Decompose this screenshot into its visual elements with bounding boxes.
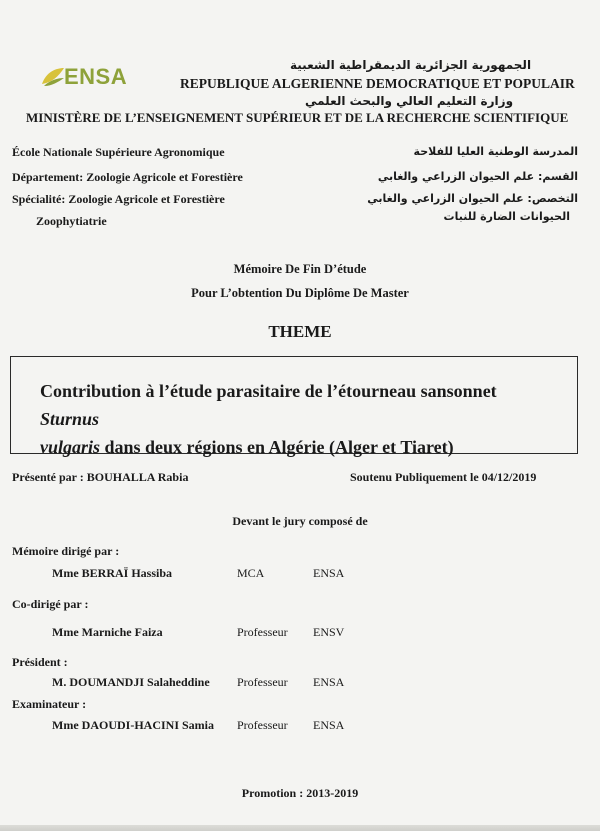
jury-institution: ENSV	[313, 625, 345, 639]
jury-name: Mme Marniche Faiza	[52, 625, 163, 639]
memoir-line-2: Pour L’obtention Du Diplôme De Master	[191, 286, 409, 300]
arabic-department: القسم: علم الحيوان الزراعي والغابي	[377, 170, 578, 183]
leaf-icon	[40, 66, 66, 88]
jury-heading: Devant le jury composé de	[232, 514, 368, 528]
arabic-option: الحيوانات الضارة للنبات	[443, 210, 570, 223]
jury-role: Mémoire dirigé par :	[12, 544, 120, 558]
jury-grade: Professeur	[237, 718, 288, 732]
arabic-school: المدرسة الوطنية العليا للفلاحة	[413, 145, 578, 158]
option: Zoophytiatrie	[36, 214, 107, 228]
page-bottom-edge	[0, 825, 600, 831]
speciality: Spécialité: Zoologie Agricole et Forestière	[12, 192, 225, 206]
jury-institution: ENSA	[313, 566, 345, 580]
jury-role: Co-dirigé par :	[12, 597, 89, 611]
ministry-title: MINISTÈRE DE L’ENSEIGNEMENT SUPÉRIEUR ET DE LA RECHERCHE SCIENTIFIQUE	[26, 110, 569, 125]
title-italic-1: Sturnus	[40, 409, 100, 429]
theme-label: THEME	[268, 322, 332, 341]
title-part-2: dans deux régions en Algérie (Alger et Tiaret)	[100, 437, 454, 457]
ensa-logo	[40, 64, 140, 92]
promotion: Promotion : 2013-2019	[241, 786, 359, 800]
arabic-republic: الجمهورية الجزائرية الديمقراطية الشعبية	[290, 58, 532, 72]
department: Département: Zoologie Agricole et Forestière	[12, 170, 243, 184]
jury-name: M. DOUMANDJI Salaheddine	[52, 675, 210, 689]
presented-by: Présenté par : BOUHALLA Rabia	[12, 470, 189, 484]
title-italic-2: vulgaris	[40, 437, 101, 457]
jury-grade: Professeur	[237, 625, 288, 639]
thesis-title	[40, 377, 560, 461]
school-name: École Nationale Supérieure Agronomique	[12, 145, 225, 159]
jury-name: Mme BERRAÏ Hassiba	[52, 566, 173, 580]
jury-grade: Professeur	[237, 675, 288, 689]
title-part-1: Contribution à l’étude parasitaire de l’étourneau sansonnet	[40, 381, 497, 401]
arabic-speciality: التخصص: علم الحيوان الزراعي والغابي	[367, 192, 578, 205]
memoir-line-1: Mémoire De Fin D’étude	[233, 262, 367, 276]
jury-role: Président :	[12, 655, 68, 669]
defended-date: Soutenu Publiquement le 04/12/2019	[350, 470, 537, 484]
jury-name: Mme DAOUDI-HACINI Samia	[52, 718, 214, 732]
jury-institution: ENSA	[313, 718, 345, 732]
arabic-ministry: وزارة التعليم العالي والبحث العلمي	[305, 94, 514, 108]
jury-institution: ENSA	[313, 675, 345, 689]
republic-title: REPUBLIQUE ALGERIENNE DEMOCRATIQUE ET POPULAIR	[180, 76, 575, 91]
jury-role: Examinateur :	[12, 697, 87, 711]
jury-grade: MCA	[237, 566, 265, 580]
logo-text: ENSA	[64, 64, 128, 89]
